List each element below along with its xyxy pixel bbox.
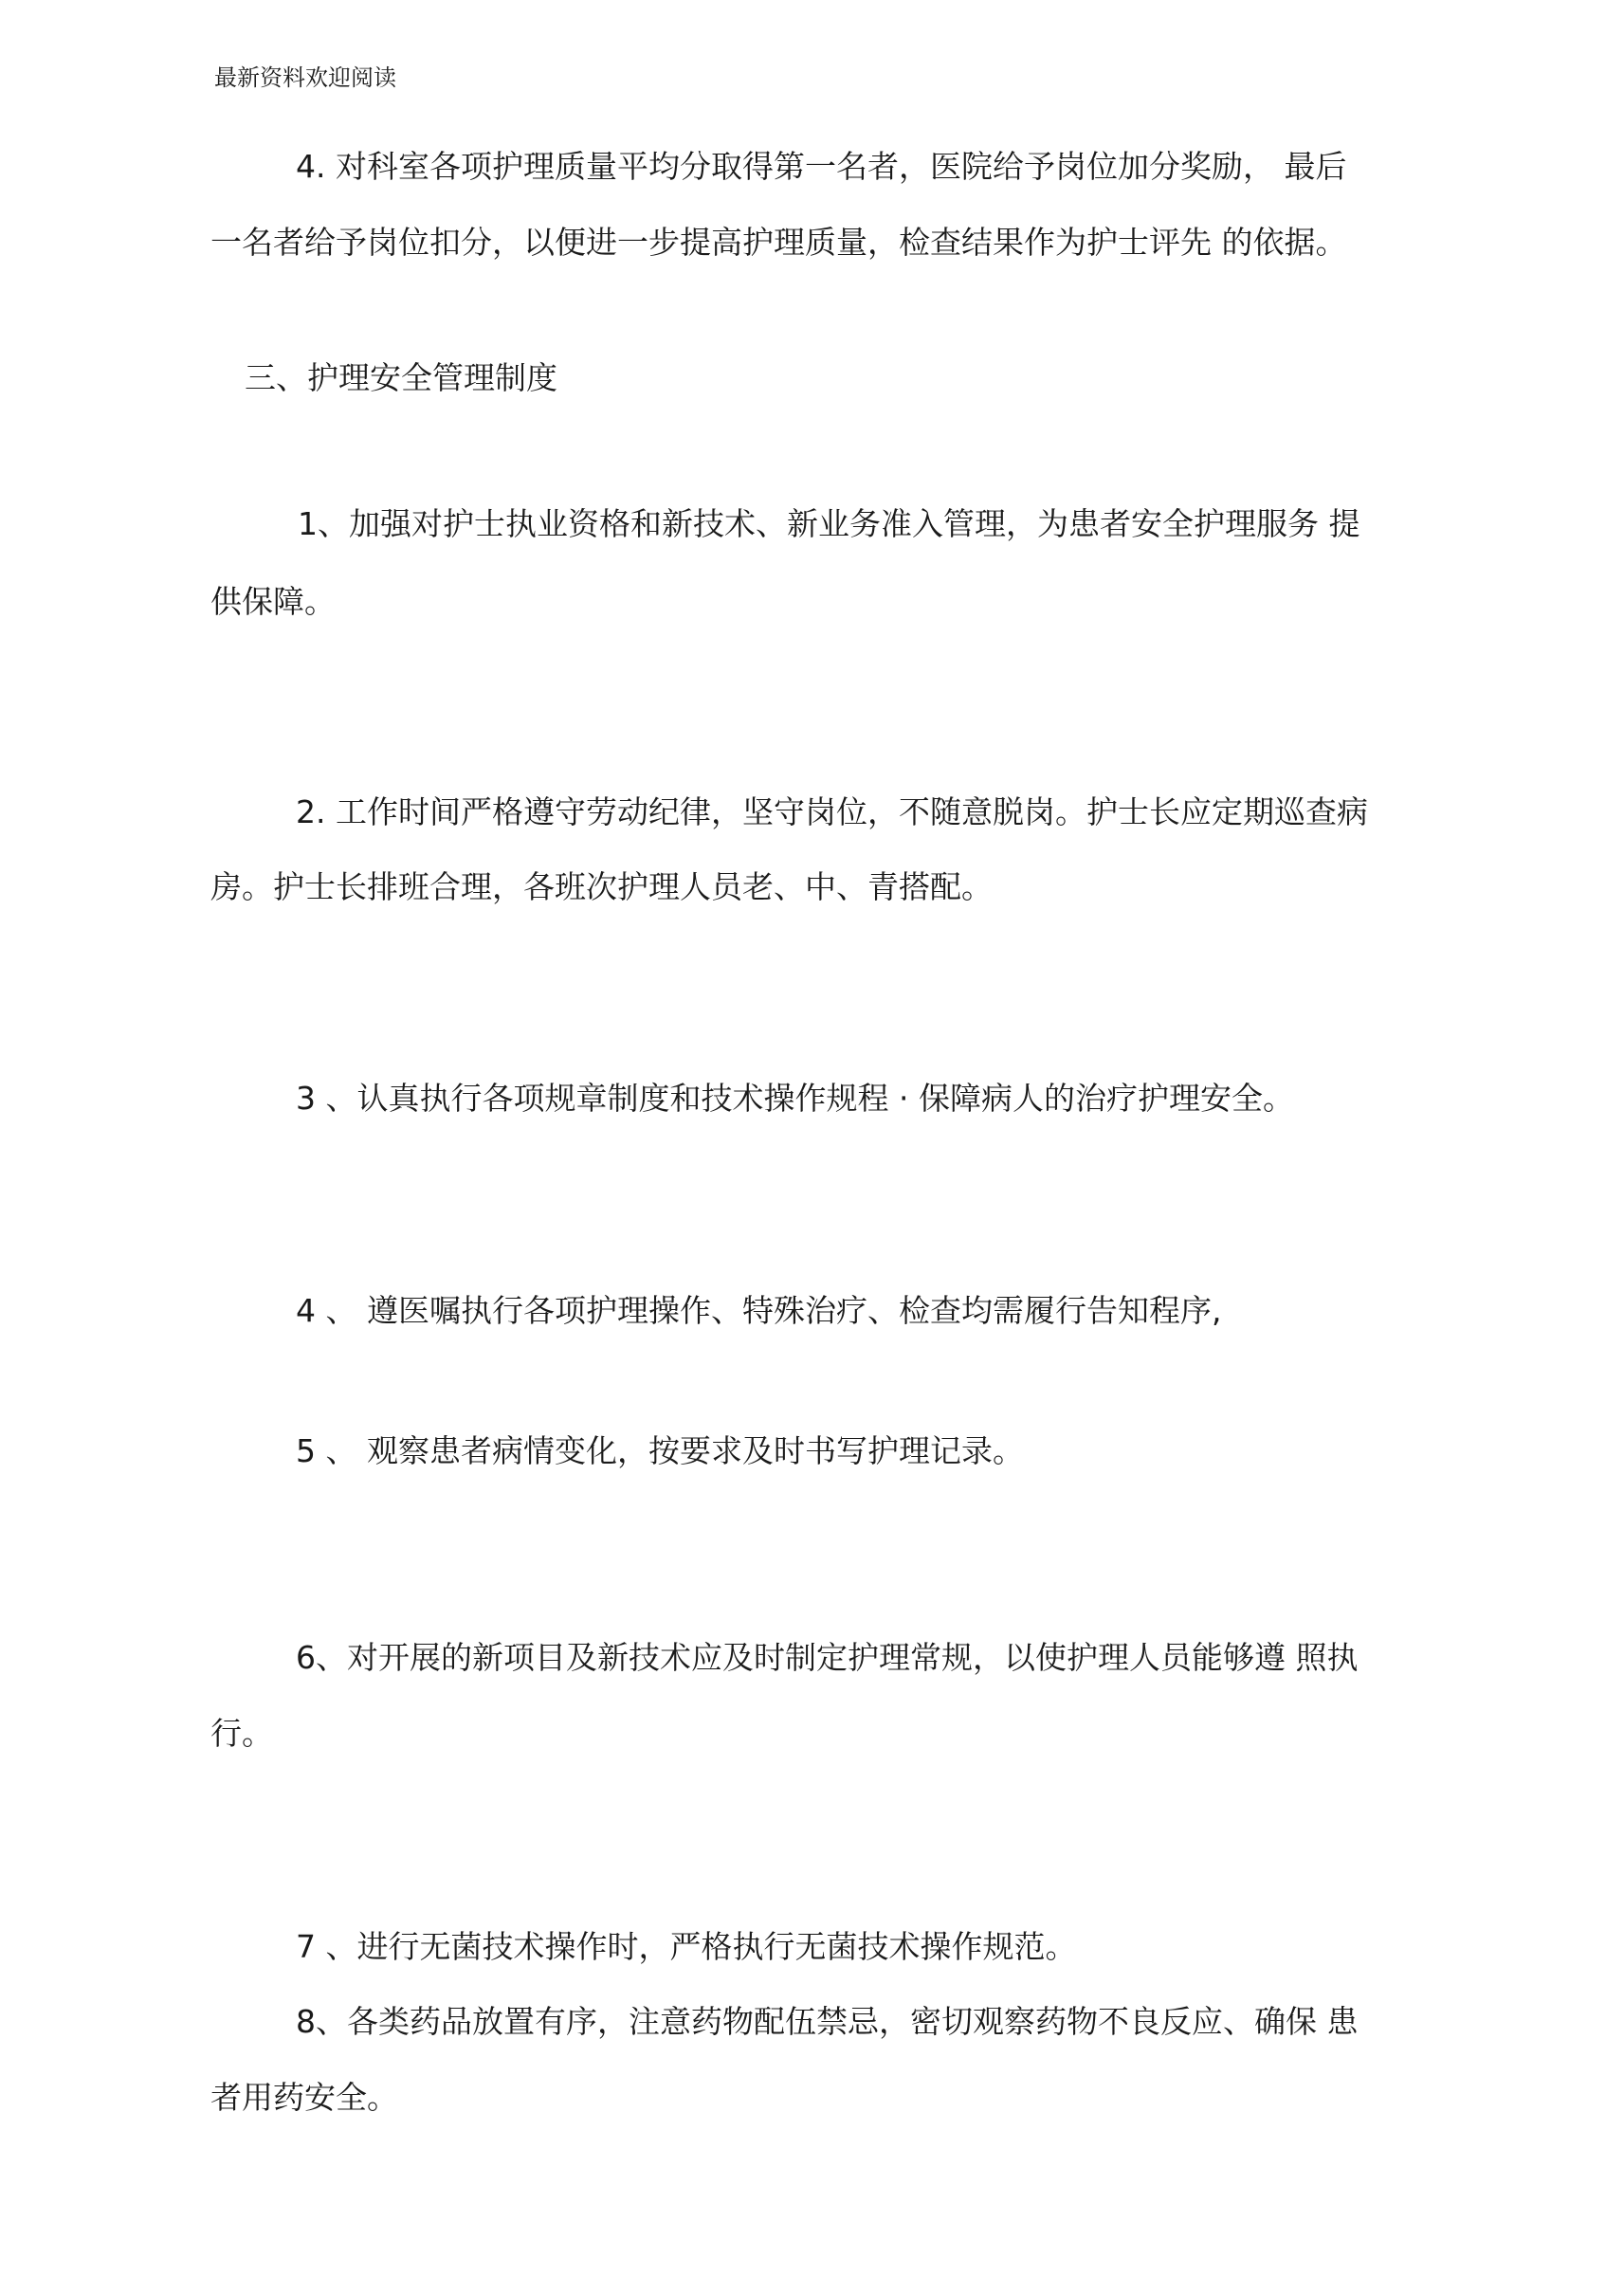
section3-item3: 3 、认真执行各项规章制度和技术操作规程 · 保障病人的治疗护理安全。 (296, 1080, 1294, 1117)
section3-item8-line1: 8、各类药品放置有序，注意药物配伍禁忌，密切观察药物不良反应、确保 患 (296, 2003, 1359, 2040)
section3-heading: 三、护理安全管理制度 (245, 359, 557, 396)
section3-item1-line1: 1、加强对护士执业资格和新技术、新业务准入管理，为患者安全护理服务 提 (298, 505, 1360, 542)
header-note: 最新资料欢迎阅读 (214, 64, 396, 91)
section3-item6-line2: 行。 (210, 1715, 273, 1752)
item4-line1: 4. 对科室各项护理质量平均分取得第一名者，医院给予岗位加分奖励， 最后 (296, 148, 1347, 185)
section3-item2-line1: 2. 工作时间严格遵守劳动纪律，坚守岗位，不随意脱岗。护士长应定期巡查病 (296, 793, 1368, 830)
section3-item8-line2: 者用药安全。 (210, 2079, 398, 2116)
section3-item6-line1: 6、对开展的新项目及新技术应及时制定护理常规，以使护理人员能够遵 照执 (296, 1639, 1359, 1676)
item4-line2: 一名者给予岗位扣分，以便进一步提高护理质量，检查结果作为护士评先 的依据。 (210, 224, 1347, 261)
section3-item7: 7 、进行无菌技术操作时，严格执行无菌技术操作规范。 (296, 1928, 1077, 1965)
section3-item4: 4 、 遵医嘱执行各项护理操作、特殊治疗、检查均需履行告知程序, (296, 1292, 1222, 1329)
section3-item1-line2: 供保障。 (210, 583, 336, 620)
section3-item5: 5 、 观察患者病情变化，按要求及时书写护理记录。 (296, 1432, 1024, 1469)
section3-item2-line2: 房。护士长排班合理，各班次护理人员老、中、青搭配。 (210, 868, 993, 905)
